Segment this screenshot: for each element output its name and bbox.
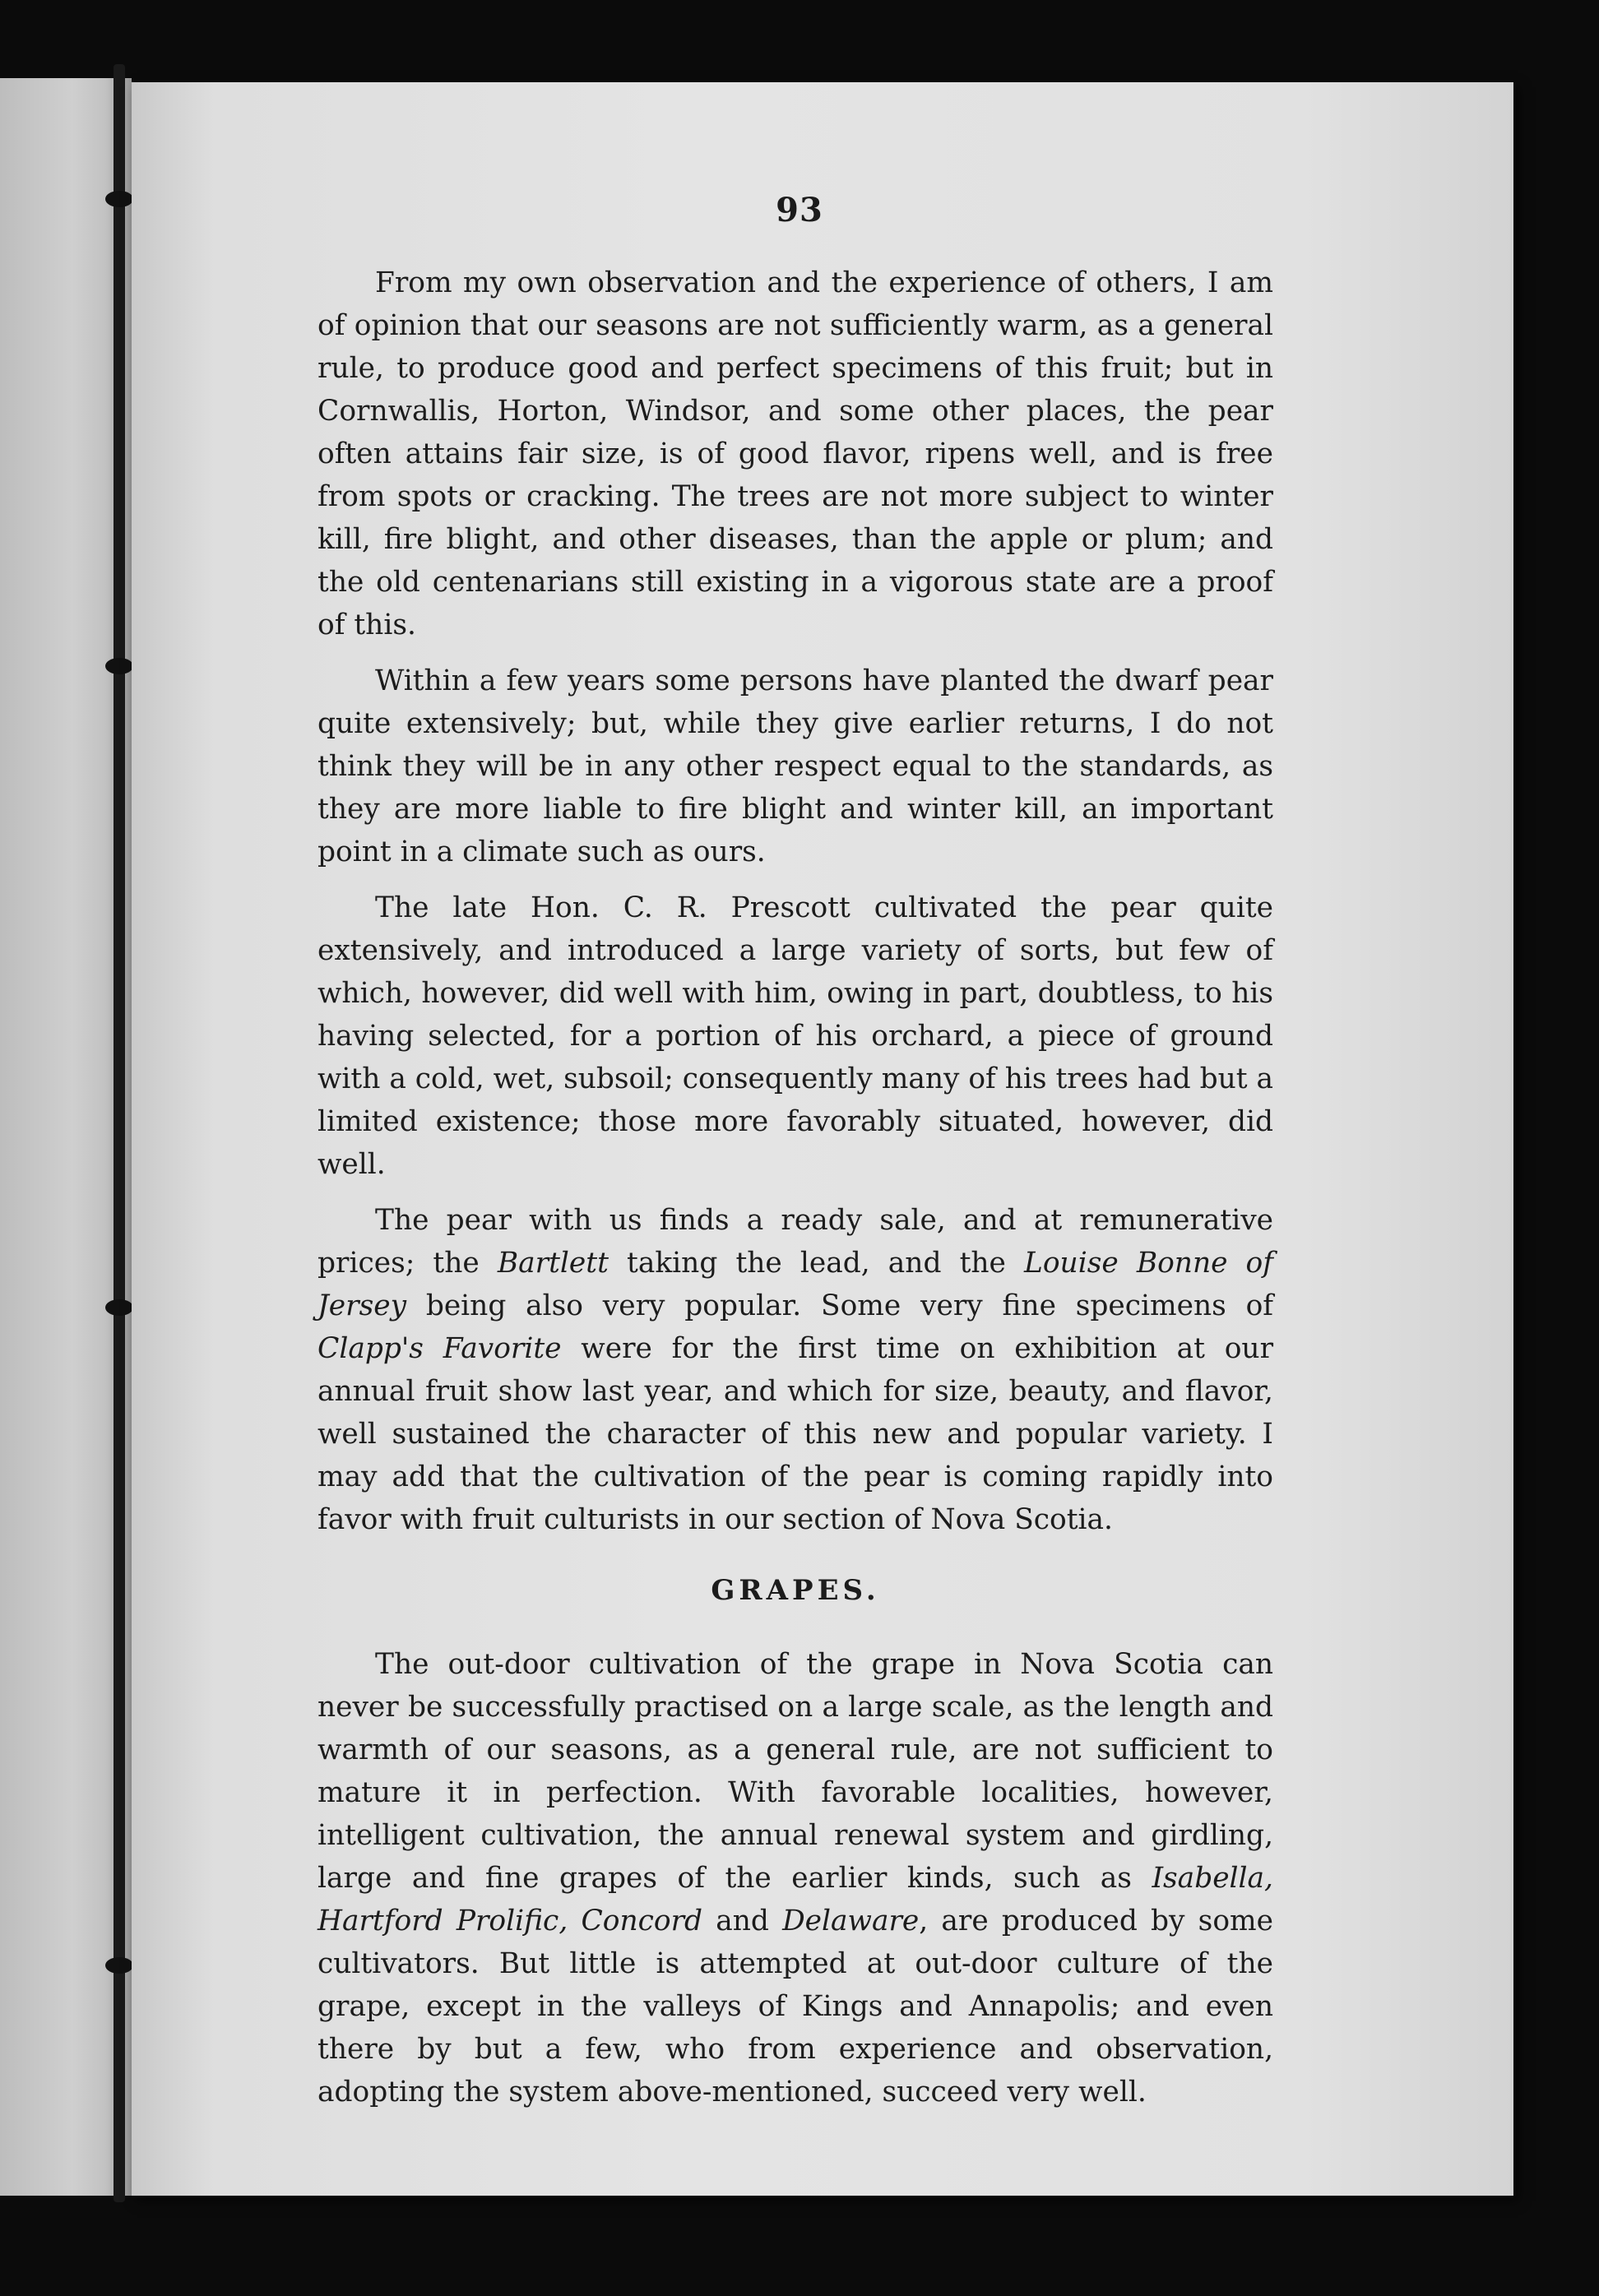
- page-text-body: [317, 262, 1273, 2113]
- variety-name: Delaware: [782, 1905, 920, 1937]
- binding-stitch: [105, 1957, 133, 1974]
- paragraph-text: and: [702, 1905, 783, 1937]
- variety-name: Louise Bonne of Jersey: [317, 1247, 1273, 1322]
- paragraph: Within a few years some persons have planted the dwarf pear quite extensively; but, while they give earlier returns, I do not think they will be in any other respect equal to the standards, as they are more liable to fire blight and winter kill, an important point in a climate such as ours.: [317, 664, 1273, 868]
- paragraph-text: were for the first time on exhibition at our annual fruit show last year, and which for size, beauty, and flavor, well sustained the character of this new and popular variety. I may add that the cultivation of the pear is coming rapidly into favor with fruit culturists in our section of Nova Scotia.: [317, 1332, 1274, 1536]
- paragraph: [317, 1643, 1273, 2113]
- binding-stitch: [105, 658, 133, 674]
- paragraph-text: The out-door cultivation of the grape in Nova Scotia can never be successfully practised on a large scale, as the length and warmth of our seasons, as a general rule, are not sufficient to mature it in perfection. With favorable localities, however, intelligent cultivation, the annual renewal system and girdling, large and fine grapes of the earlier kinds, such as: [317, 1648, 1273, 1895]
- book-spine: [114, 64, 125, 2202]
- variety-name: Clapp's Favorite: [317, 1332, 562, 1365]
- paragraph: The late Hon. C. R. Prescott cultivated the pear quite extensively, and introduced a large variety of sorts, but few of which, however, did well with him, owing in part, doubtless, to his having selected, for a portion of his orchard, a piece of ground with a cold, wet, subsoil; consequently many of his trees had but a limited existence; those more favorably situated, however, did well.: [317, 891, 1274, 1181]
- paragraph-text: The pear with us finds a ready sale, and at remunerative prices; the: [317, 1204, 1273, 1280]
- page-number: 93: [776, 191, 823, 229]
- left-page-edge: [0, 78, 132, 2196]
- paragraph-text: , are produced by some cultivators. But little is attempted at out-door culture of the grape, except in the valleys of Kings and Annapolis; and even there by but a few, who from experience and observation, adopting the system above-mentioned, succeed very well.: [317, 1905, 1274, 2109]
- paragraph-text: taking the lead, and the: [608, 1247, 1025, 1280]
- paragraph: [317, 1199, 1273, 1541]
- paragraph-text: being also very popular. Some very fine specimens of: [406, 1289, 1273, 1322]
- section-heading: GRAPES.: [711, 1574, 880, 1607]
- variety-name: Bartlett: [497, 1247, 609, 1280]
- variety-name: Isabella, Hartford Prolific, Concord: [317, 1862, 1273, 1937]
- binding-stitch: [105, 1299, 133, 1316]
- paragraph: From my own observation and the experience of others, I am of opinion that our seasons are not sufficiently warm, as a general rule, to produce good and perfect specimens of this fruit; but in Cornwallis, Horton, Windsor, and some other places, the pear often attains fair size, is of good flavor, ripens well, and is free from spots or cracking. The trees are not more subject to winter kill, fire blight, and other diseases, than the apple or plum; and the old centenarians still existing in a vigorous state are a proof of this.: [317, 266, 1273, 641]
